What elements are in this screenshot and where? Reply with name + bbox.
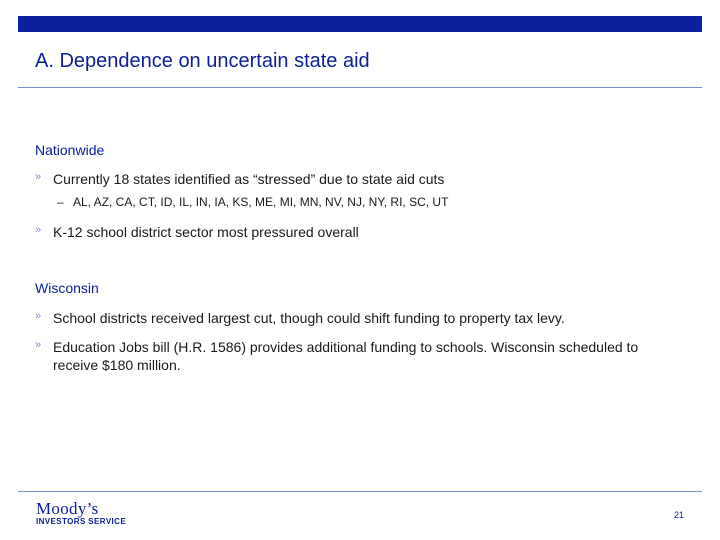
nationwide-heading: Nationwide xyxy=(35,142,105,158)
nationwide-sub-bullet xyxy=(57,195,448,209)
bullet-text: K-12 school district sector most pressured overall xyxy=(53,224,359,240)
moodys-logo xyxy=(36,500,136,530)
wisconsin-bullet-2 xyxy=(35,338,645,374)
nationwide-bullet-2 xyxy=(35,223,675,241)
sub-bullet-dash: – xyxy=(57,195,64,209)
footer-divider xyxy=(18,491,702,492)
logo-wordmark: Moody’s xyxy=(36,499,99,518)
bullet-text: School districts received largest cut, though could shift funding to property tax levy. xyxy=(53,310,565,326)
header-bar xyxy=(18,16,702,32)
slide-title: A. Dependence on uncertain state aid xyxy=(35,50,370,72)
nationwide-bullet-1 xyxy=(35,170,675,188)
bullet-mark: » xyxy=(35,339,42,351)
bullet-mark: » xyxy=(35,224,42,236)
title-divider xyxy=(18,87,702,88)
bullet-mark: » xyxy=(35,310,42,322)
states-list: AL, AZ, CA, CT, ID, IL, IN, IA, KS, ME, MI, MN, NV, NJ, NY, RI, SC, UT xyxy=(73,195,449,209)
logo-tagline: INVESTORS SERVICE xyxy=(36,517,127,526)
wisconsin-bullet-1 xyxy=(35,309,675,327)
bullet-text: Currently 18 states identified as “stressed” due to state aid cuts xyxy=(53,171,445,187)
bullet-mark: » xyxy=(35,171,42,183)
bullet-text: Education Jobs bill (H.R. 1586) provides additional funding to schools. Wisconsin scheduled to receive $180 million. xyxy=(53,339,639,373)
wisconsin-heading: Wisconsin xyxy=(35,280,99,296)
page-number: 21 xyxy=(674,510,685,520)
